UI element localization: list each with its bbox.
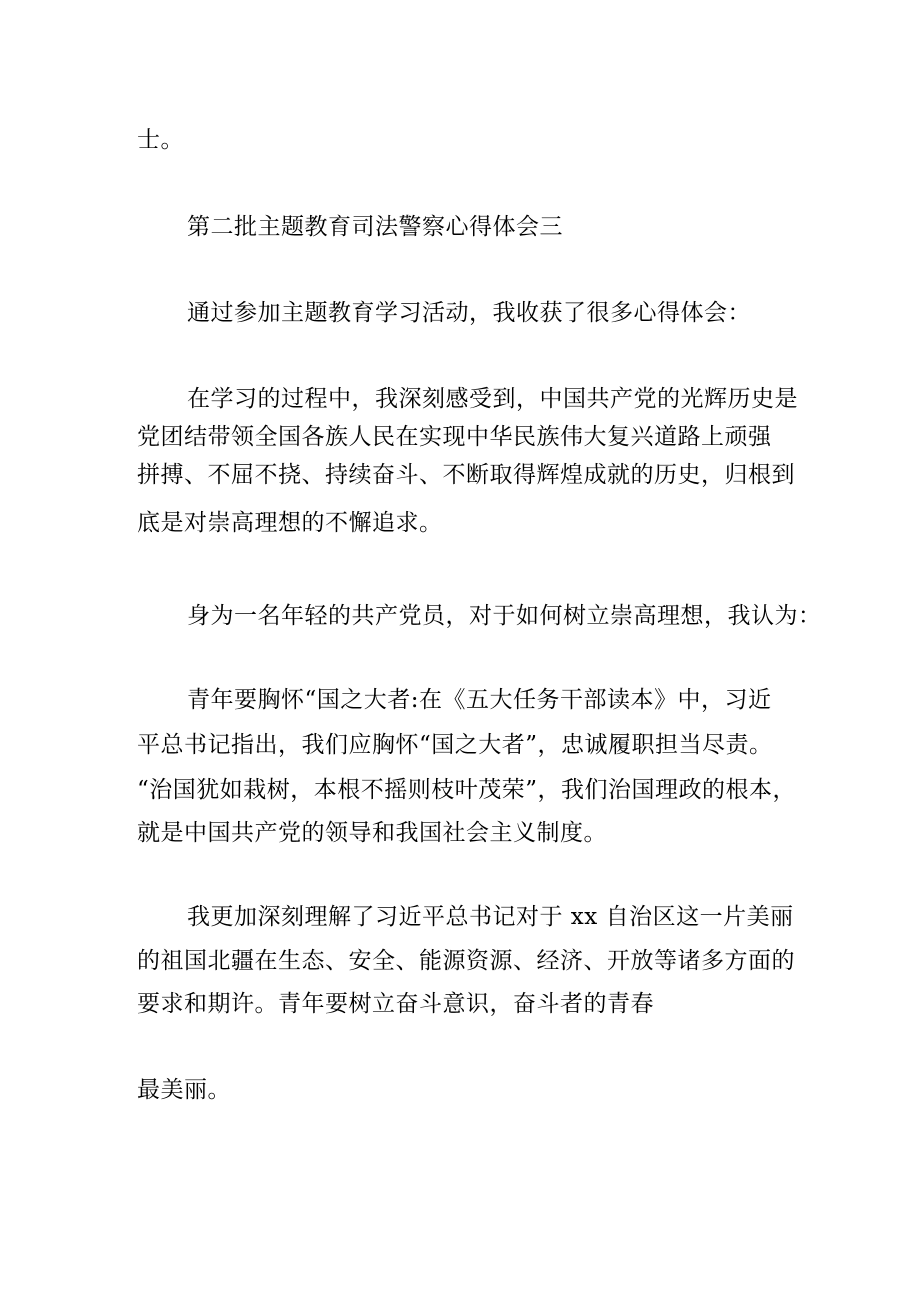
paragraph-line: 平总书记指出，我们应胸怀“国之大者”，忠诚履职担当尽责。 [137,732,773,758]
paragraph-line: 我更加深刻理解了习近平总书记对于 xx 自治区这一片美丽 [187,904,794,930]
paragraph-line: 拼搏、不屈不挠、持续奋斗、不断取得辉煌成就的历史，归根到 [137,462,795,488]
paragraph-line: 的祖国北疆在生态、安全、能源资源、经济、开放等诸多方面的 [137,948,795,974]
paragraph-line: 身为一名年轻的共产党员，对于如何树立崇高理想，我认为： [187,603,822,629]
paragraph-line: 底是对崇高理想的不懈追求。 [137,510,443,536]
paragraph-line: “治国犹如栽树，本根不摇则枝叶茂荣”，我们治国理政的根本， [137,777,797,803]
paragraph-intro: 通过参加主题教育学习活动，我收获了很多心得体会： [187,300,751,326]
section-heading: 第二批主题教育司法警察心得体会三 [187,214,563,240]
paragraph-line: 党团结带领全国各族人民在实现中华民族伟大复兴道路上顽强 [137,424,772,450]
paragraph-line: 最美丽。 [137,1077,231,1103]
paragraph-line: 青年要胸怀“国之大者:在《五大任务干部读本》中，习近 [187,687,772,713]
paragraph-line: 就是中国共产党的领导和我国社会主义制度。 [137,820,607,846]
paragraph-line: 在学习的过程中，我深刻感受到，中国共产党的光辉历史是 [187,386,798,412]
paragraph-continuation: 士。 [137,127,184,153]
paragraph-line: 要求和期许。青年要树立奋斗意识，奋斗者的青春 [137,991,654,1017]
